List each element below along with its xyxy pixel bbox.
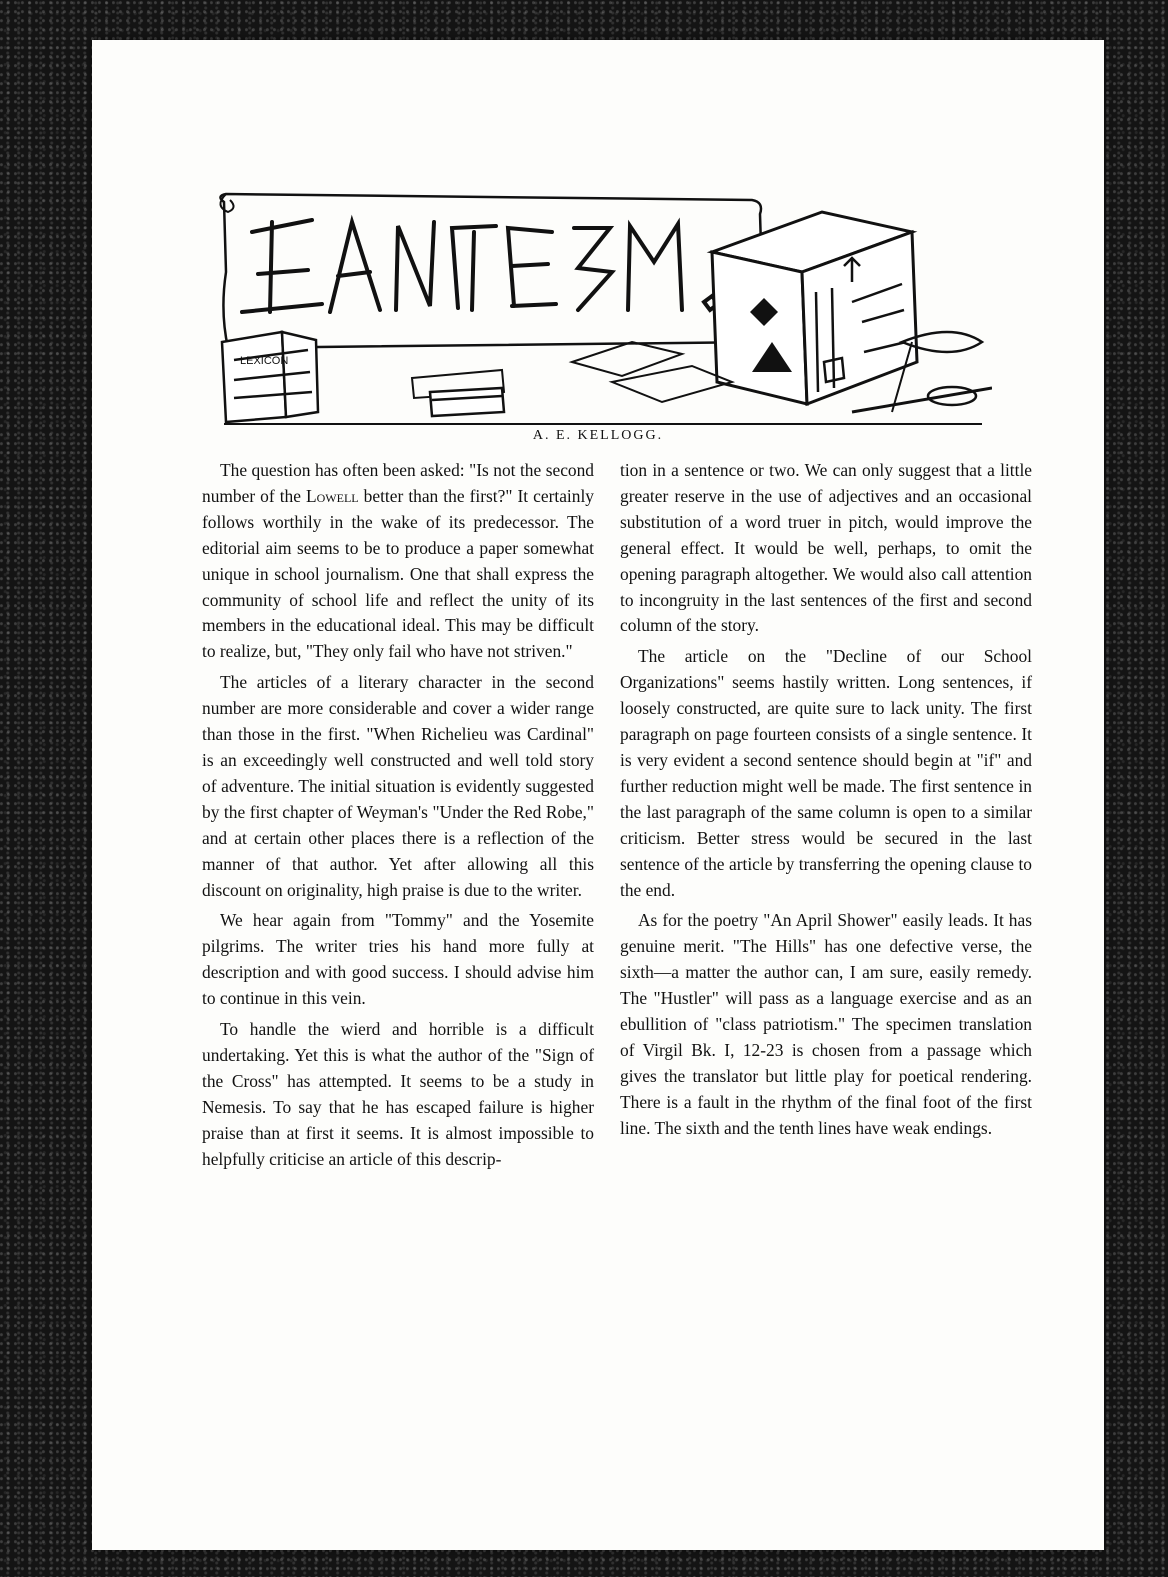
paragraph: The article on the "Decline of our School Organizations" seems hastily written. Long sentences, if loosely constructed, are quite sure to lack unity. The first paragraph on page fourteen consists of a single sentence. It is very evident a second sentence should begin at "if" and further reduction might well be made. The first sentence in the last paragraph of the same column is open to a similar criticism. Better stress would be secured in the last sentence of the article by transferring the opening clause to the end. (620, 646, 1032, 900)
paragraph (202, 458, 594, 665)
paragraph-continuation: tion in a sentence or two. We can only suggest that a little greater reserve in the use of adjectives and an occasional substitution of a word truer in pitch, would improve the general effect. It would be well, perhaps, to omit the opening paragraph altogether. We would also call attention to incongruity in the last sentences of the first and second column of the story. (620, 460, 1032, 636)
paragraph-text: better than the first?" It certainly follows worthily in the wake of its predecessor. The editorial aim seems to be to produce a paper somewhat unique in school journalism. One that shall express the community of school life and reflect the unity of its members in the educational ideal. This may be difficult to realize, but, "They only fail who have not striven." (202, 485, 594, 662)
title-art-text: CRITICISM. (492, 339, 503, 341)
book-crate-text: LEXICON (240, 355, 289, 367)
paragraph: We hear again from "Tommy" and the Yosemite pilgrims. The writer tries his hand more fully at description and with good success. I should advise him to continue in this vein. (202, 910, 594, 1009)
publication-name: Lowell (306, 485, 359, 506)
paragraph: As for the poetry "An April Shower" easily leads. It has genuine merit. "The Hills" has one defective verse, the sixth—a matter the author can, I am sure, easily remedy. The "Hustler" will pass as a language exercise and as an ebullition of "class patriotism." The specimen translation of Virgil Bk. I, 12-23 is chosen from a passage which gives the translator but little play for poetical rendering. There is a fault in the rhythm of the final foot of the first line. The sixth and the tenth lines have weak endings. (620, 910, 1032, 1138)
paragraph: To handle the wierd and horrible is a difficult undertaking. Yet this is what the author of the "Sign of the Cross" has attempted. It seems to be a study in Nemesis. To say that he has escaped failure is higher praise than at first it seems. It is almost impossible to helpfully criticise an article of this descrip- (202, 1019, 594, 1169)
paragraph: The articles of a literary character in the second number are more considerable and cover a wider range than those in the first. "When Richelieu was Cardinal" is an exceedingly well constructed and well told story of adventure. The initial situation is evidently suggested by the first chapter of Weyman's "Under the Red Robe," and at certain other places there is a reflection of the manner of that author. Yet after allowing all this discount on originality, high praise is due to the writer. (202, 672, 594, 900)
left-column (202, 458, 594, 1498)
small-book-illustration (430, 388, 504, 416)
paragraph-text: The question has often been asked: "Is not the second number of the (202, 460, 594, 506)
book-stack-illustration (222, 332, 318, 422)
book-illustration (712, 212, 917, 404)
article-body (202, 458, 1032, 1498)
title-lettering (242, 220, 718, 312)
right-column (620, 458, 1032, 1498)
page-sheet (92, 40, 1104, 1550)
criticism-header-illustration (212, 192, 992, 427)
byline: A. E. KELLOGG. (532, 428, 664, 443)
